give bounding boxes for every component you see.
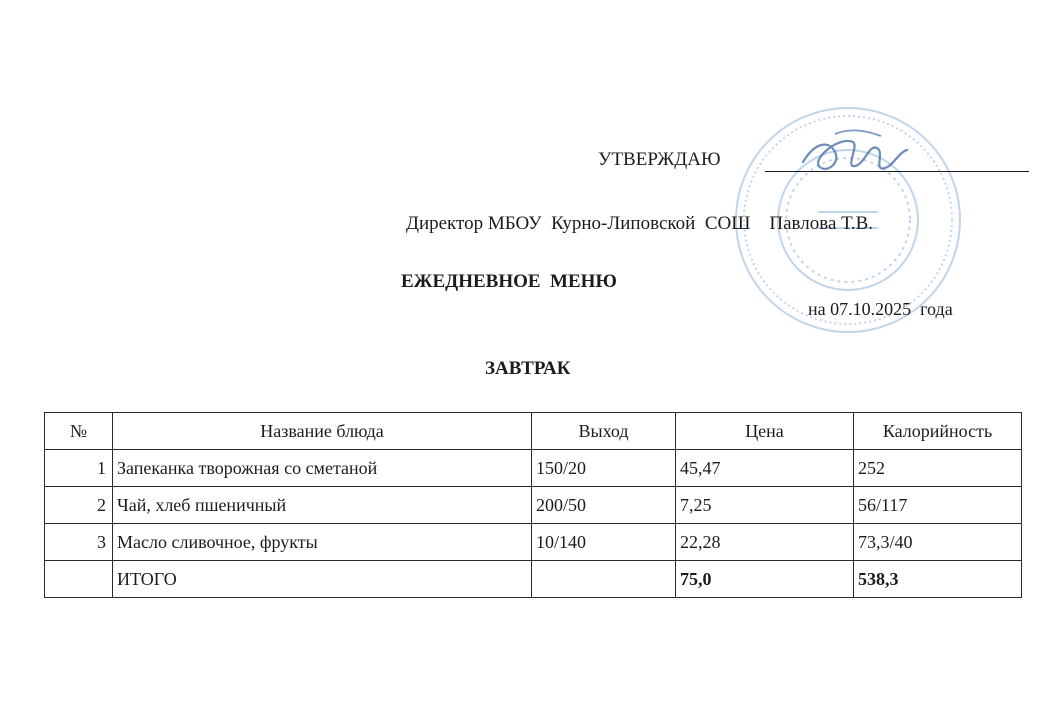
table-row (45, 487, 1022, 524)
dish-name: Запеканка творожная со сметаной (113, 450, 532, 487)
director-signature (795, 122, 915, 186)
header-calories: Калорийность (854, 413, 1022, 450)
dish-calories: 73,3/40 (854, 524, 1022, 561)
menu-date: на 07.10.2025 года (808, 299, 953, 319)
row-number: 2 (45, 487, 113, 524)
total-price: 75,0 (676, 561, 854, 598)
signature-line (765, 171, 1029, 172)
menu-title: ЕЖЕДНЕВНОЕ МЕНЮ (401, 271, 617, 292)
header-price: Цена (676, 413, 854, 450)
header-portion: Выход (532, 413, 676, 450)
total-row (45, 561, 1022, 598)
dish-calories: 252 (854, 450, 1022, 487)
menu-table (44, 412, 1022, 598)
dish-name: Масло сливочное, фрукты (113, 524, 532, 561)
total-empty-cell (45, 561, 113, 598)
total-label: ИТОГО (113, 561, 532, 598)
table-header-row (45, 413, 1022, 450)
meal-title: ЗАВТРАК (485, 358, 571, 379)
total-empty-portion (532, 561, 676, 598)
dish-name: Чай, хлеб пшеничный (113, 487, 532, 524)
total-calories: 538,3 (854, 561, 1022, 598)
dish-calories: 56/117 (854, 487, 1022, 524)
header-dish-name: Название блюда (113, 413, 532, 450)
header-number: № (45, 413, 113, 450)
dish-portion: 150/20 (532, 450, 676, 487)
dish-price: 7,25 (676, 487, 854, 524)
dish-price: 45,47 (676, 450, 854, 487)
table-row (45, 524, 1022, 561)
table-row (45, 450, 1022, 487)
dish-portion: 10/140 (532, 524, 676, 561)
row-number: 3 (45, 524, 113, 561)
dish-price: 22,28 (676, 524, 854, 561)
dish-portion: 200/50 (532, 487, 676, 524)
row-number: 1 (45, 450, 113, 487)
director-line: Директор МБОУ Курно-Липовской СОШ Павлова Т.В. (406, 213, 874, 234)
approve-label: УТВЕРЖДАЮ (598, 149, 721, 170)
